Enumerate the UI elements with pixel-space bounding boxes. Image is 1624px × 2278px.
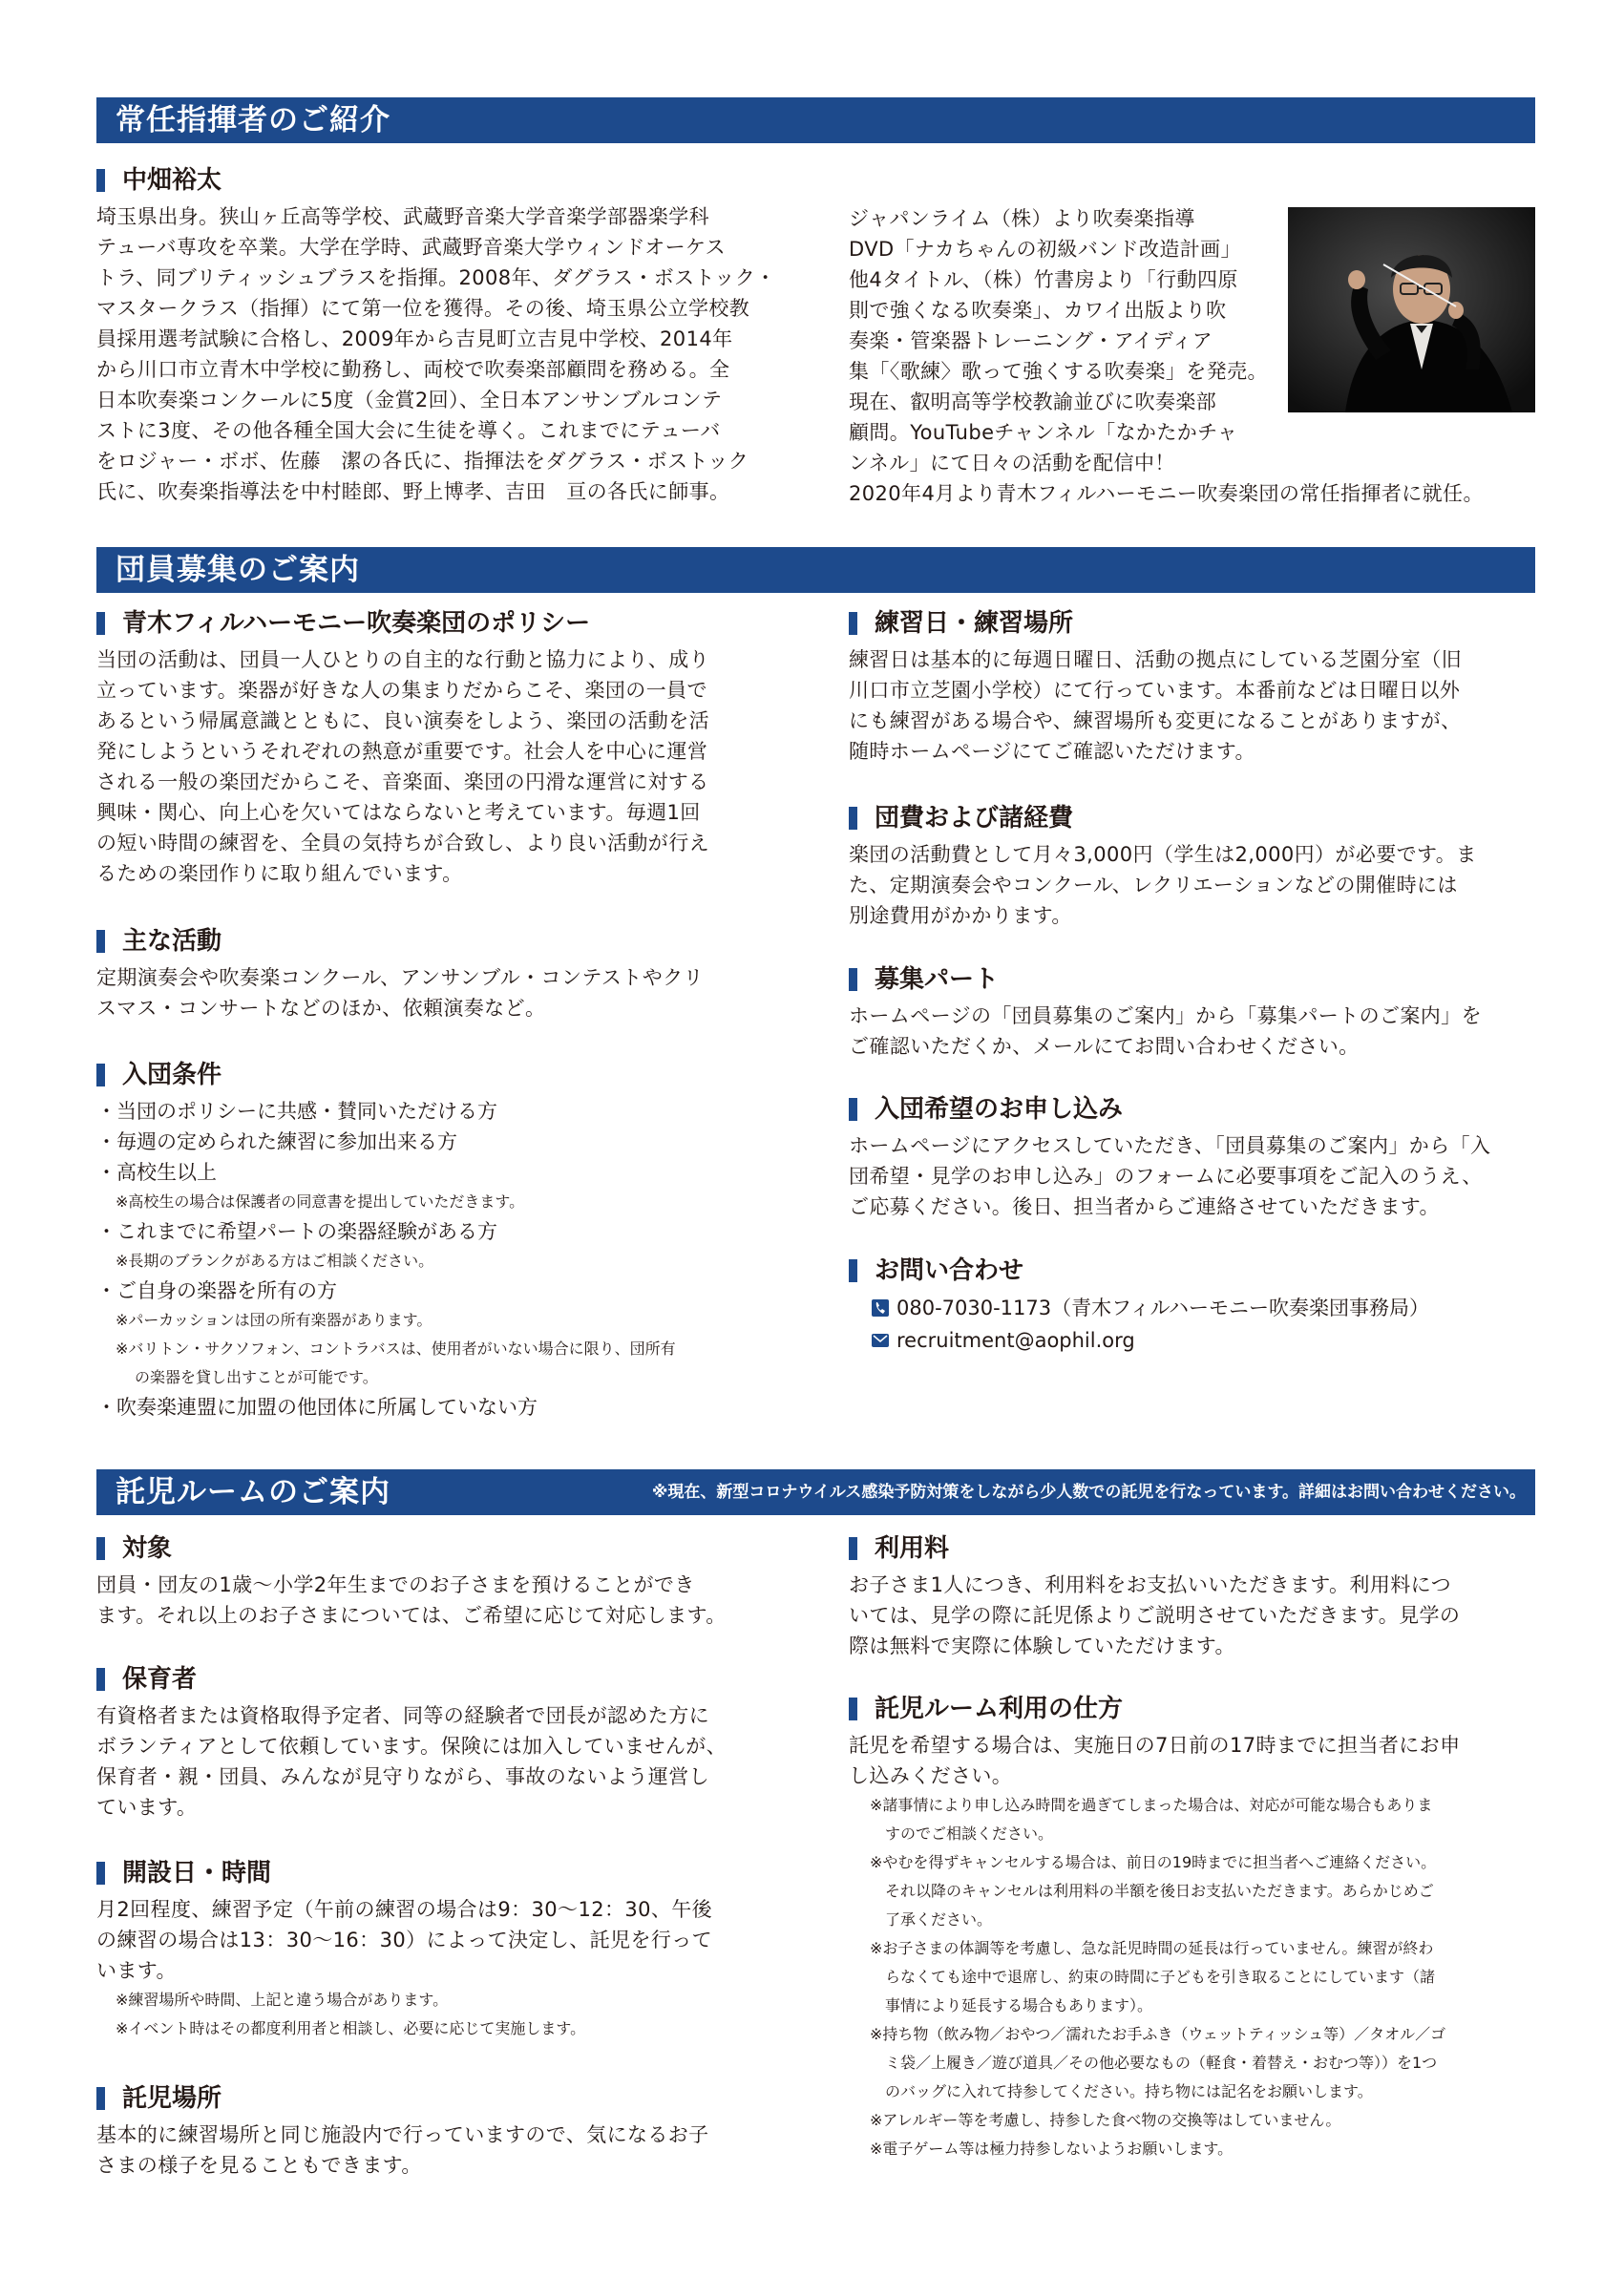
policy-line: される一般の楽団だからこそ、音楽面、楽団の円滑な運営に対する (96, 770, 709, 793)
conductor-bio-line: 他4タイトル、（株）竹書房より「行動四原 (849, 268, 1238, 291)
fee-line: いては、見学の際に託児係よりご説明させていただきます。見学の (849, 1604, 1461, 1627)
place-section (96, 2083, 803, 2181)
conductor-text-line: 埼玉県出身。狭山ヶ丘高等学校、武蔵野音楽大学音楽学部器楽学科 (96, 205, 709, 228)
schedule-note: ※イベント時はその都度利用者と相談し、必要に応じて実施します。 (116, 2019, 586, 2037)
conductor-bio-line: 顧問。YouTubeチャンネル「なかたかチャ (849, 421, 1238, 444)
apply-section (849, 1094, 1536, 1222)
policy-line: あるという帰属意識とともに、良い演奏をしよう、楽団の活動を活 (96, 709, 709, 732)
contact-email[interactable]: recruitment@aophil.org (896, 1329, 1135, 1352)
usage-note: ※持ち物（飲み物／おやつ／濡れたお手ふき（ウェットティッシュ等）／タオル／ゴ (870, 2025, 1446, 2043)
activities-heading: 主な活動 (96, 926, 803, 957)
condition-item: ・これまでに希望パートの楽器経験がある方 (96, 1220, 497, 1243)
apply-line: ご応募ください。後日、担当者からご連絡させていただきます。 (849, 1195, 1440, 1218)
conductor-text-line: マスタークラス（指揮）にて第一位を獲得。その後、埼玉県公立学校教 (96, 297, 750, 320)
conditions-section (96, 1060, 803, 1423)
contact-phone[interactable]: 080-7030-1173（青木フィルハーモニー吹奏楽団事務局） (896, 1297, 1429, 1319)
schedule-section (96, 1858, 803, 2043)
conductor-text-line: から川口市立青木中学校に勤務し、両校で吹奏楽部顧問を務める。全 (96, 358, 730, 381)
practice-line: にも練習がある場合や、練習場所も変更になることがありますが、 (849, 709, 1462, 732)
condition-note: の楽器を貸し出すことが可能です。 (135, 1368, 378, 1386)
fee-section (849, 1533, 1536, 1661)
apply-heading: 入団希望のお申し込み (849, 1094, 1536, 1125)
policy-line: の短い時間の練習を、全員の気持ちが合致し、より良い活動が行え (96, 832, 709, 854)
practice-heading: 練習日・練習場所 (849, 608, 1536, 639)
policy-line: 当団の活動は、団員一人ひとりの自主的な行動と協力により、成り (96, 648, 709, 671)
conductor-text-line: テューバ専攻を卒業。大学在学時、武蔵野音楽大学ウィンドオーケス (96, 236, 726, 259)
childcare-band-note: ※現在、新型コロナウイルス感染予防対策をしながら少人数での託児を行なっています。詳細はお問い合わせください。 (651, 1483, 1526, 1502)
target-section (96, 1533, 803, 1631)
activities-line: スマス・コンサートなどのほか、依頼演奏など。 (96, 997, 546, 1020)
contact-section (849, 1255, 1536, 1357)
conductor-text-line: 日本吹奏楽コンクールに5度（金賞2回）、全日本アンサンブルコンテ (96, 389, 723, 411)
conductor-text-line: をロジャー・ボボ、佐藤 潔の各氏に、指揮法をダグラス・ボストック (96, 450, 749, 473)
condition-note: ※長期のブランクがある方はご相談ください。 (116, 1252, 434, 1270)
target-heading: 対象 (96, 1533, 803, 1564)
conductor-bio-line: DVD「ナカちゃんの初級バンド改造計画」 (849, 238, 1241, 261)
condition-note: ※高校生の場合は保護者の同意書を提出していただきます。 (116, 1192, 525, 1211)
condition-note: ※バリトン・サクソフォン、コントラバスは、使用者がいない場合に限り、団所有 (116, 1339, 676, 1358)
usage-note: すのでご相談ください。 (870, 1825, 1054, 1843)
conditions-heading: 入団条件 (96, 1060, 803, 1090)
condition-item: ・高校生以上 (96, 1161, 217, 1184)
schedule-line: の練習の場合は13：30〜16：30）によって決定し、託児を行って (96, 1929, 713, 1951)
caregivers-line: 保育者・親・団員、みんなが見守りながら、事故のないよう運営し (96, 1765, 709, 1788)
schedule-note: ※練習場所や時間、上記と違う場合があります。 (116, 1991, 449, 2009)
parts-line: ご確認いただくか、メールにてお問い合わせください。 (849, 1035, 1360, 1058)
usage-line: し込みください。 (849, 1764, 1013, 1787)
contact-email-row[interactable] (849, 1324, 1536, 1357)
condition-item: ・当団のポリシーに共感・賛同いただける方 (96, 1100, 497, 1123)
conductor-bio-line: ンネル」にて日々の活動を配信中！ (849, 452, 1175, 475)
fee-heading: 利用料 (849, 1533, 1536, 1564)
usage-note: ※アレルギー等を考慮し、持参した食べ物の交換等はしていません。 (870, 2111, 1341, 2129)
conductor-photo (1288, 207, 1535, 412)
condition-item: ・吹奏楽連盟に加盟の他団体に所属していない方 (96, 1396, 538, 1419)
practice-section (849, 608, 1536, 767)
policy-heading: 青木フィルハーモニー吹奏楽団のポリシー (96, 608, 803, 639)
mail-icon (872, 1332, 889, 1349)
caregivers-section (96, 1664, 803, 1823)
usage-note: のバッグに入れて持参してください。持ち物には記名をお願いします。 (870, 2082, 1373, 2100)
place-line: 基本的に練習場所と同じ施設内で行っていますので、気になるお子 (96, 2123, 709, 2146)
usage-note: 了承ください。 (870, 1910, 993, 1929)
fees-line: 別途費用がかかります。 (849, 904, 1072, 927)
conductor-text-line: トラ、同ブリティッシュブラスを指揮。2008年、ダグラス・ボストック・ (96, 266, 776, 289)
recruit-band-title: 団員募集のご案内 (116, 553, 360, 587)
conductor-name: 中畑裕太 (96, 165, 803, 196)
fees-section (849, 803, 1536, 931)
conductor-bio-line: 奏楽・管楽器トレーニング・アイディア (849, 329, 1213, 352)
condition-item: ・ご自身の楽器を所有の方 (96, 1279, 337, 1302)
condition-item: ・毎週の定められた練習に参加出来る方 (96, 1130, 457, 1153)
fees-heading: 団費および諸経費 (849, 803, 1536, 833)
usage-heading: 託児ルーム利用の仕方 (849, 1694, 1536, 1724)
conductor-text-line: 氏に、吹奏楽指導法を中村睦郎、野上博孝、吉田 亘の各氏に師事。 (96, 480, 730, 503)
conductor-band (96, 97, 1535, 143)
phone-icon (872, 1299, 889, 1317)
fee-line: お子さま1人につき、利用料をお支払いいただきます。利用料につ (849, 1573, 1451, 1596)
conductor-bio-line: ジャパンライム（株）より吹奏楽指導 (849, 207, 1195, 230)
place-line: さまの様子を見ることもできます。 (96, 2154, 422, 2177)
place-heading: 託児場所 (96, 2083, 803, 2114)
usage-line: 託児を希望する場合は、実施日の7日前の17時までに担当者にお申 (849, 1734, 1461, 1757)
conductor-bio-line: 現在、叡明高等学校教諭並びに吹奏楽部 (849, 390, 1217, 413)
conductor-text-line: ストに3度、その他各種全国大会に生徒を導く。これまでにテューバ (96, 419, 721, 442)
practice-line: 随時ホームページにてご確認いただけます。 (849, 740, 1255, 763)
condition-note: ※パーカッションは団の所有楽器があります。 (116, 1311, 432, 1329)
activities-line: 定期演奏会や吹奏楽コンクール、アンサンブル・コンテストやクリ (96, 966, 704, 989)
fees-line: た、定期演奏会やコンクール、レクリエーションなどの開催時には (849, 874, 1458, 896)
target-line: ます。それ以上のお子さまについては、ご希望に応じて対応します。 (96, 1604, 727, 1627)
conductor-left (96, 165, 803, 507)
usage-note: ※電子ゲーム等は極力持参しないようお願いします。 (870, 2140, 1234, 2158)
recruit-band (96, 547, 1535, 593)
usage-note: それ以降のキャンセルは利用料の半額を後日お支払いただきます。あらかじめご (870, 1882, 1434, 1900)
parts-line: ホームページの「団員募集のご案内」から「募集パートのご案内」を (849, 1004, 1482, 1027)
policy-line: 興味・関心、向上心を欠いてはならないと考えています。毎週1回 (96, 801, 701, 824)
fees-line: 楽団の活動費として月々3,000円（学生は2,000円）が必要です。ま (849, 843, 1477, 866)
conductor-text-line: 員採用選考試験に合格し、2009年から吉見町立吉見中学校、2014年 (96, 327, 733, 350)
caregivers-line: 有資格者または資格取得予定者、同等の経験者で団長が認めた方に (96, 1704, 709, 1727)
fee-line: 際は無料で実際に体験していただけます。 (849, 1635, 1235, 1657)
caregivers-line: ています。 (96, 1796, 198, 1819)
parts-heading: 募集パート (849, 964, 1536, 995)
caregivers-line: ボランティアとして依頼しています。保険には加入していませんが、 (96, 1735, 728, 1758)
contact-phone-row[interactable] (849, 1292, 1536, 1324)
activities-section (96, 926, 803, 1023)
schedule-line: 月2回程度、練習予定（午前の練習の場合は9：30〜12：30、午後 (96, 1898, 713, 1921)
usage-note: 事情により延長する場合もあります）。 (870, 1996, 1153, 2014)
conductor-band-title: 常任指揮者のご紹介 (116, 103, 390, 137)
policy-line: 立っています。楽器が好きな人の集まりだからこそ、楽団の一員で (96, 679, 707, 702)
usage-note: ※諸事情により申し込み時間を過ぎてしまった場合は、対応が可能な場合もありま (870, 1796, 1433, 1814)
caregivers-heading: 保育者 (96, 1664, 803, 1695)
usage-note: ミ袋／上履き／遊び道具／その他必要なもの（軽食・着替え・おむつ等））を1つ (870, 2054, 1438, 2072)
usage-note: ※お子さまの体調等を考慮し、急な託児時間の延長は行っていません。練習が終わ (870, 1939, 1434, 1957)
schedule-line: います。 (96, 1959, 177, 1982)
conductor-bio-line: 集「〈歌練〉歌って強くする吹奏楽」を発売。 (849, 360, 1268, 383)
usage-section (849, 1694, 1536, 2163)
policy-section (96, 608, 803, 889)
conductor-bio-line: 則で強くなる吹奏楽」、カワイ出版より吹 (849, 299, 1227, 322)
apply-line: ホームページにアクセスしていただき、「団員募集のご案内」から「入 (849, 1134, 1491, 1157)
conductor-bio-line: 2020年4月より青木フィルハーモニー吹奏楽団の常任指揮者に就任。 (849, 482, 1484, 505)
policy-line: 発にしようというそれぞれの熱意が重要です。社会人を中心に運営 (96, 740, 708, 763)
apply-line: 団希望・見学のお申し込み」のフォームに必要事項をご記入のうえ、 (849, 1165, 1483, 1188)
practice-line: 練習日は基本的に毎週日曜日、活動の拠点にしている芝園分室（旧 (849, 648, 1462, 671)
policy-line: るための楽団作りに取り組んでいます。 (96, 862, 463, 885)
contact-heading: お問い合わせ (849, 1255, 1536, 1286)
schedule-heading: 開設日・時間 (96, 1858, 803, 1888)
usage-note: ※やむを得ずキャンセルする場合は、前日の19時までに担当者へご連絡ください。 (870, 1853, 1437, 1871)
target-line: 団員・団友の1歳〜小学2年生までのお子さまを預けることができ (96, 1573, 695, 1596)
practice-line: 川口市立芝園小学校）にて行っています。本番前などは日曜日以外 (849, 679, 1461, 702)
childcare-band-title: 託児ルームのご案内 (116, 1475, 390, 1509)
usage-note: らなくても途中で退席し、約束の時間に子どもを引き取ることにしています（諸 (870, 1968, 1436, 1986)
childcare-band (96, 1469, 1535, 1515)
parts-section (849, 964, 1536, 1062)
